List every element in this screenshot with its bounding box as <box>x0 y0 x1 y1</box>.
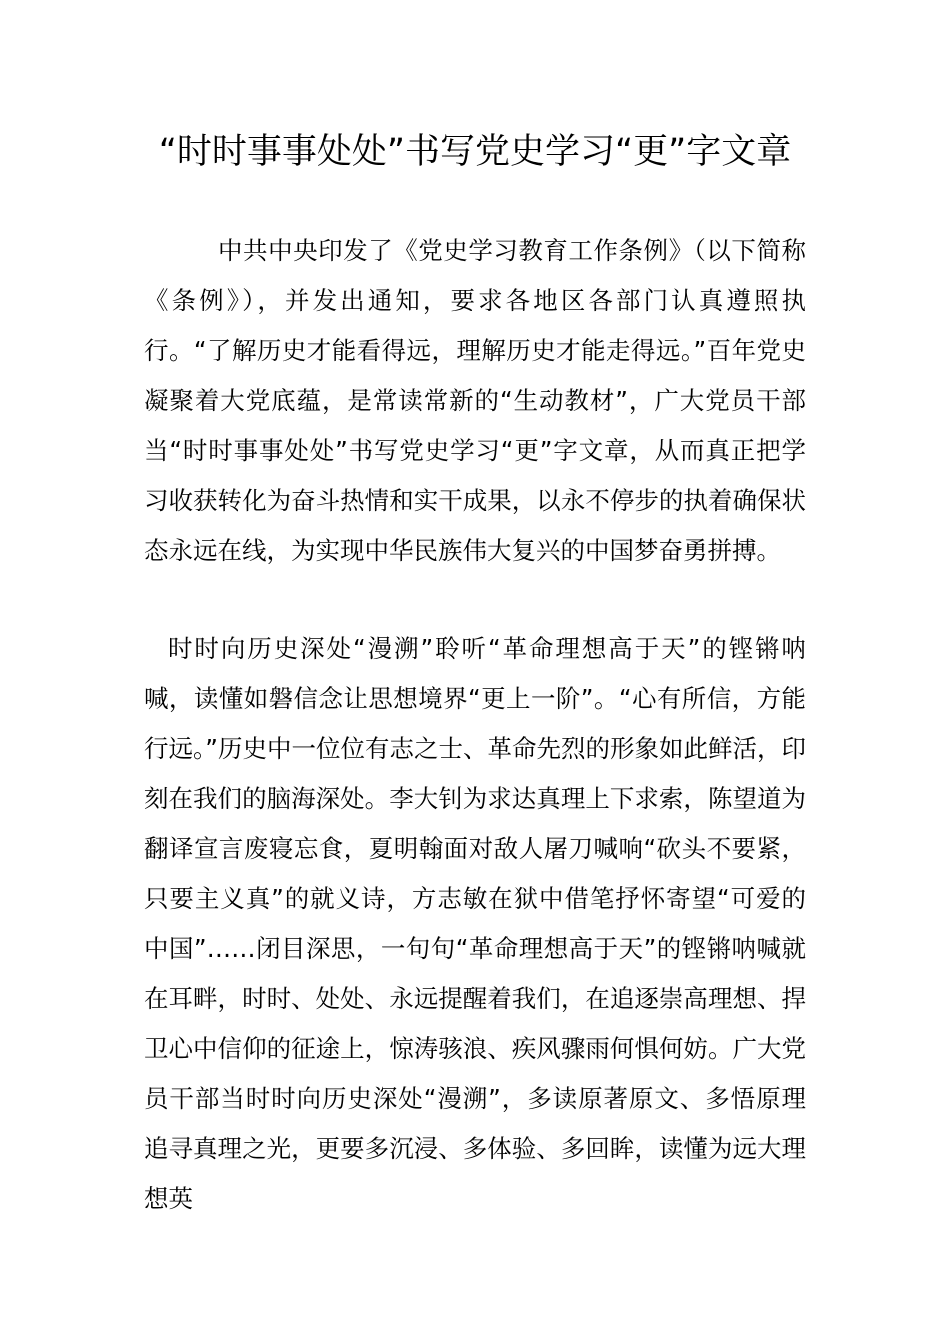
paragraph-history: 时时向历史深处“漫溯”聆听“革命理想高于天”的铿锵呐喊，读懂如磐信念让思想境界“更上一阶”。“心有所信，方能行远。”历史中一位位有志之士、革命先烈的形象如此鲜活，印刻在我们的脑海深处。李大钊为求达真理上下求索，陈望道为翻译宣言废寝忘食，夏明翰面对敌人屠刀喊响“砍头不要紧，只要主义真”的就义诗，方志敏在狱中借笔抒怀寄望“可爱的中国”……闭目深思，一句句“革命理想高于天”的铿锵呐喊就在耳畔，时时、处处、永远提醒着我们，在追逐崇高理想、捍卫心中信仰的征途上，惊涛骇浪、疾风骤雨何惧何妨。广大党员干部当时时向历史深处“漫溯”，多读原著原文、多悟原理追寻真理之光，更要多沉浸、多体验、多回眸，读懂为远大理想英 <box>144 634 806 1213</box>
paragraph-intro: 中共中央印发了《党史学习教育工作条例》（以下简称《条例》），并发出通知，要求各地区各部门认真遵照执行。“了解历史才能看得远，理解历史才能走得远。”百年党史凝聚着大党底蕴，是常读常新的“生动教材”，广大党员干部当“时时事事处处”书写党史学习“更”字文章，从而真正把学习收获转化为奋斗热情和实干成果，以永不停步的执着确保状态永远在线，为实现中华民族伟大复兴的中国梦奋勇拼搏。 <box>144 236 806 565</box>
document-title: “时时事事处处”书写党史学习“更”字文章 <box>158 132 792 172</box>
